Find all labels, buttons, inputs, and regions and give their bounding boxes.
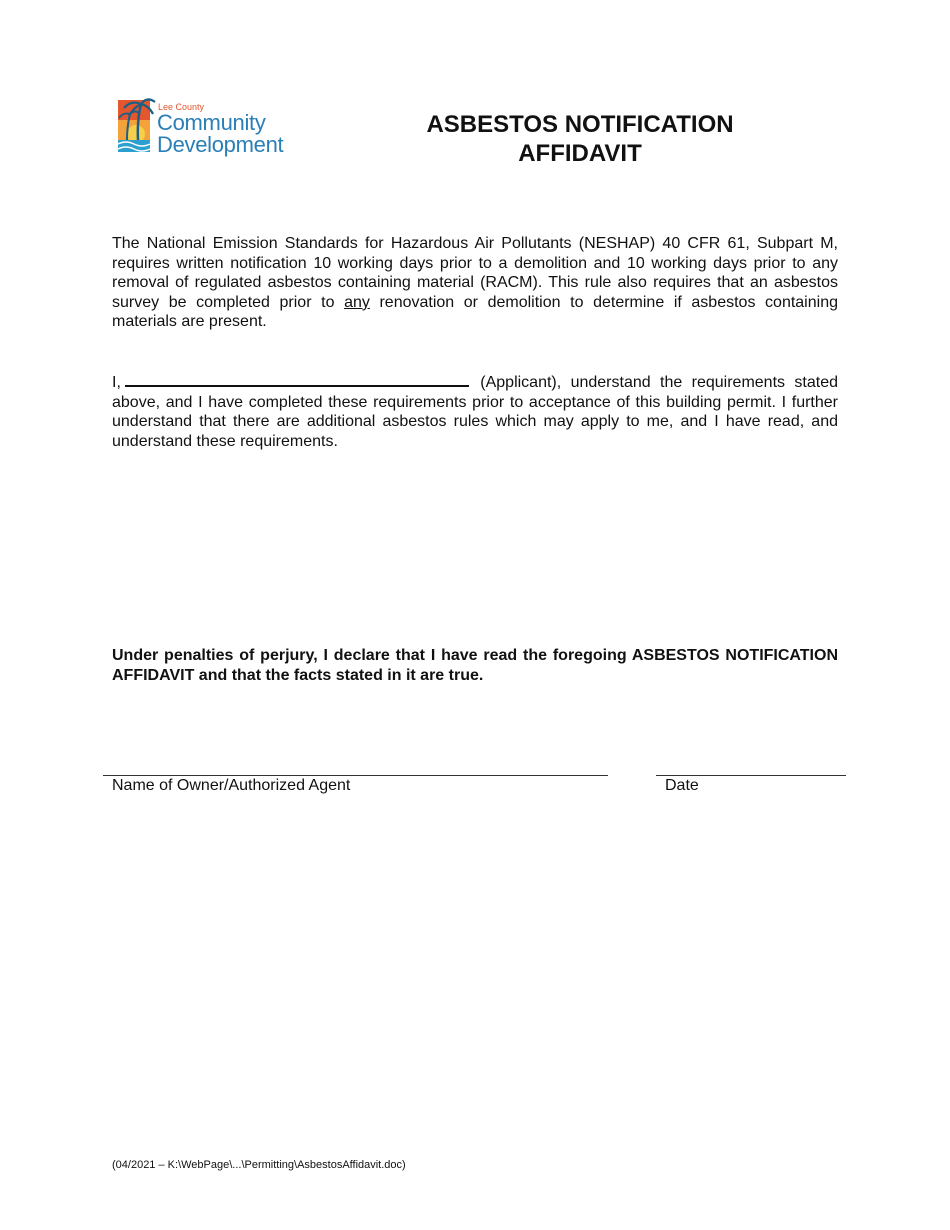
title-line-2: AFFIDAVIT <box>518 140 642 167</box>
logo-development-text: Development <box>157 132 284 157</box>
intro-text-part-1: The National Emission Standards for Hazardous Air Pollutants (NESHAP) 40 CFR 61, Subpart M, requires written notification 10 working days prior to a demolition and 10 working days prior to any removal of regulated asbestos containing material (RACM). This rule also requires that an asbestos survey be completed prior to <box>112 235 838 311</box>
document-title <box>390 110 770 168</box>
intro-text-part-2: renovation or demolition to determine if asbestos containing materials are present. <box>112 293 838 331</box>
document-footer-path: (04/2021 – K:\WebPage\...\Permitting\AsbestosAffidavit.doc) <box>112 1159 406 1171</box>
applicant-prefix: I, <box>112 374 121 391</box>
logo-community-text: Community <box>157 110 266 135</box>
title-line-1: ASBESTOS NOTIFICATION <box>426 111 734 138</box>
logo-county-text: Lee County <box>158 102 205 112</box>
date-label: Date <box>665 777 699 794</box>
lee-county-logo <box>114 94 304 158</box>
applicant-statement-paragraph <box>112 371 838 451</box>
owner-signature-label: Name of Owner/Authorized Agent <box>112 777 351 794</box>
applicant-statement-text: (Applicant), understand the requirements stated above, and I have completed these requirements prior to acceptance of this building permit. I further understand that there are additional asbestos rules which may apply to me, and I have read, and understand these requirements. <box>112 374 838 450</box>
perjury-declaration: Under penalties of perjury, I declare that I have read the foregoing ASBESTOS NOTIFICATION AFFIDAVIT and that the facts stated in it are true. <box>112 647 838 684</box>
intro-underlined-any: any <box>344 293 370 311</box>
applicant-name-field[interactable] <box>125 371 469 387</box>
neshap-intro-paragraph <box>112 234 838 332</box>
palm-sunset-logo-icon <box>114 94 156 158</box>
